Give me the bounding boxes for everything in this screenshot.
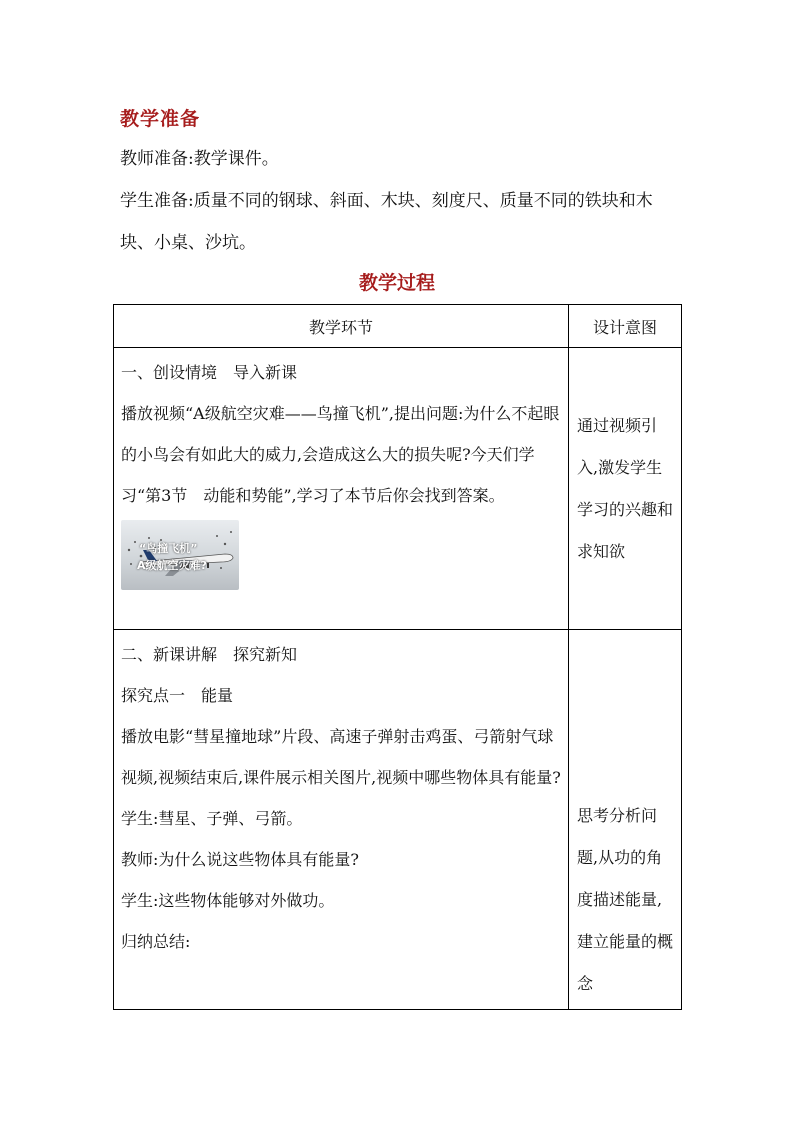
- process-heading: 教学过程: [358, 272, 435, 294]
- intent-text: 通过视频引入,激发学生学习的兴趣和求知欲: [577, 415, 674, 561]
- summary-label: 归纳总结:: [121, 932, 191, 951]
- student-prep: 学生准备:质量不同的钢球、斜面、木块、刻度尺、质量不同的铁块和木块、小桌、沙坑。: [120, 191, 653, 253]
- student-answer-2: 学生:这些物体能够对外做功。: [121, 891, 335, 910]
- col-header-step: 教学环节: [114, 305, 569, 348]
- step-cell: [114, 348, 569, 630]
- intent-cell: [569, 348, 682, 630]
- prep-heading: 教学准备: [120, 108, 201, 130]
- row-text: 播放视频“A级航空灾难——鸟撞飞机”,提出问题:为什么不起眼的小鸟会有如此大的威力,会造成这么大的损失呢?今天们学习“第3节 动能和势能”,学习了本节后你会找到答案。: [121, 404, 560, 505]
- student-answer-1: 学生:彗星、子弹、弓箭。: [121, 809, 303, 828]
- row-title: 二、新课讲解 探究新知: [121, 645, 298, 664]
- bird-strike-image: [121, 520, 239, 590]
- row-title: 一、创设情境 导入新课: [121, 363, 298, 382]
- row-text: 播放电影“彗星撞地球”片段、高速子弹射击鸡蛋、弓箭射气球视频,视频结束后,课件展示相关图片,视频中哪些物体具有能量?: [121, 727, 561, 787]
- row-subtitle: 探究点一 能量: [121, 686, 234, 705]
- teacher-prep: 教师准备:教学课件。: [120, 149, 279, 169]
- intent-text: 思考分析问题,从功的角度描述能量,建立能量的概念: [577, 806, 674, 993]
- table-row: [114, 630, 682, 1010]
- intent-cell: [569, 630, 682, 1010]
- lesson-table: [113, 304, 682, 1010]
- image-caption-bottom: A级航空灾难?: [137, 559, 207, 572]
- step-cell: [114, 630, 569, 1010]
- col-header-intent: 设计意图: [569, 305, 682, 348]
- table-row: [114, 348, 682, 630]
- teacher-question: 教师:为什么说这些物体具有能量?: [121, 850, 359, 869]
- image-caption-top: “鸟撞飞机”: [139, 542, 198, 555]
